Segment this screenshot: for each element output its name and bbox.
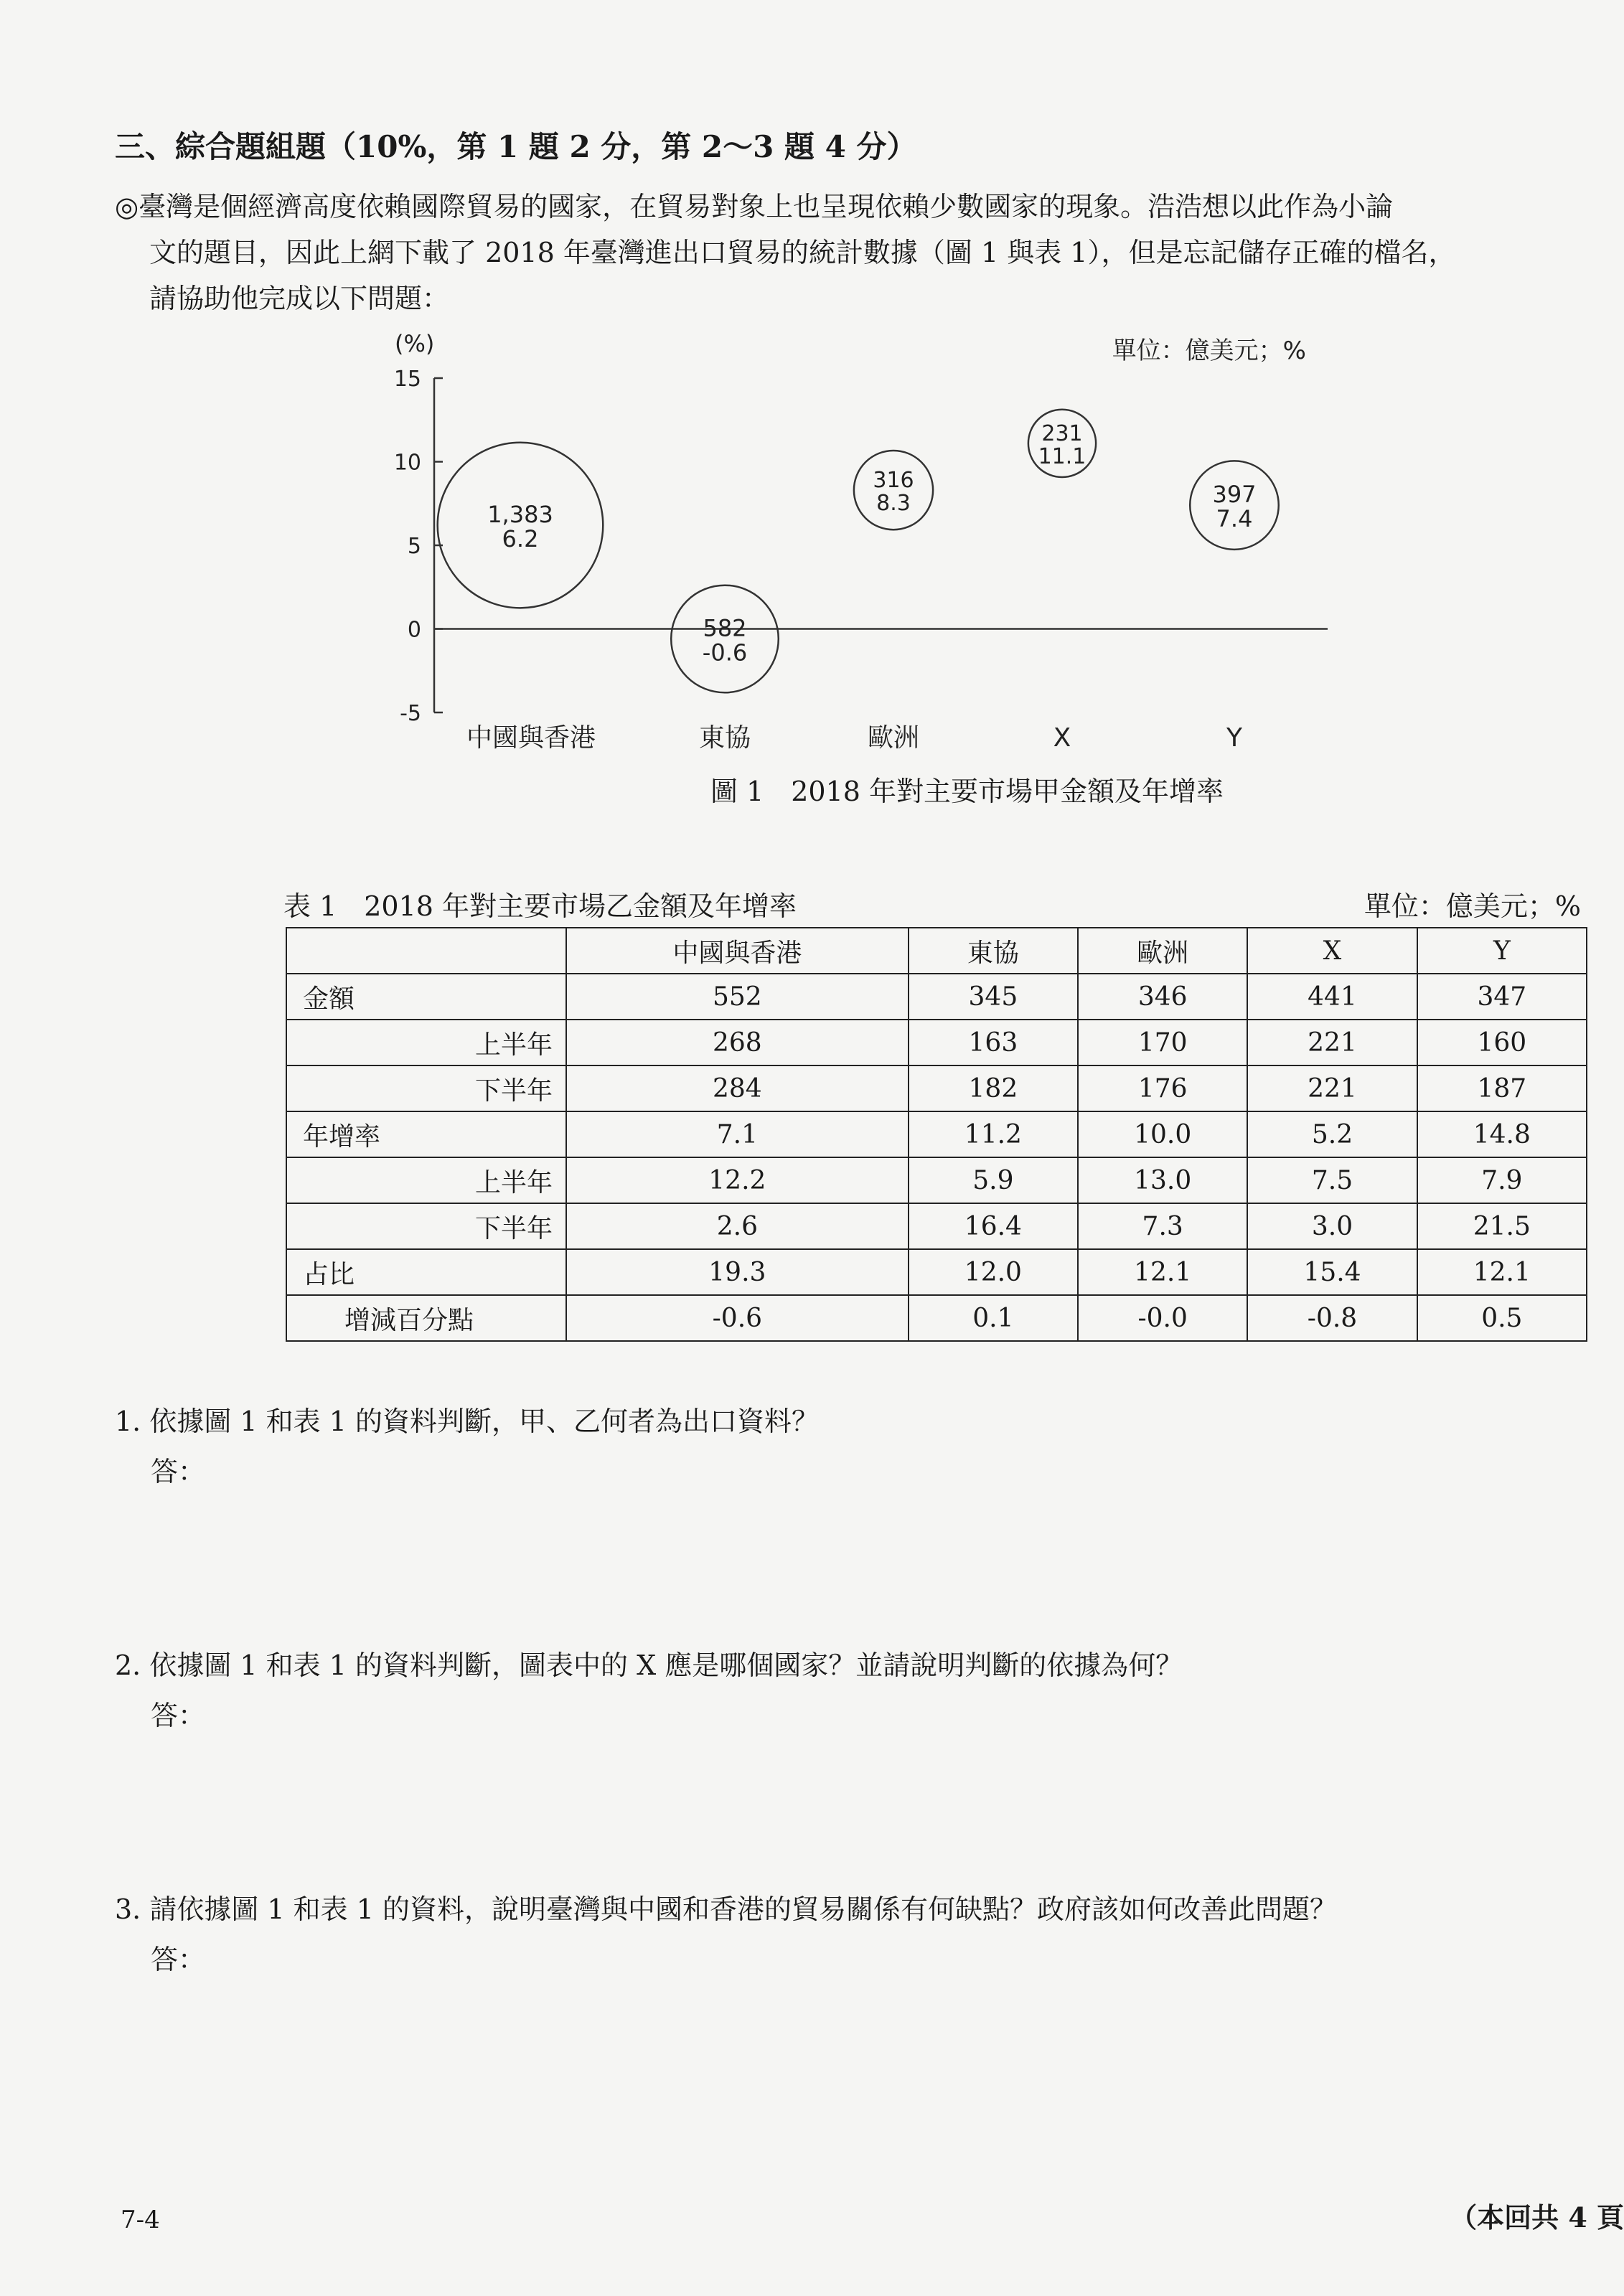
- table-cell: 21.5: [1417, 1203, 1587, 1249]
- table-cell: 12.0: [909, 1249, 1078, 1295]
- table-cell: 12.1: [1078, 1249, 1247, 1295]
- table-column-header: X: [1247, 928, 1417, 974]
- table-cell: 170: [1078, 1020, 1247, 1065]
- table-cell: 13.0: [1078, 1157, 1247, 1203]
- table-cell: 14.8: [1417, 1111, 1587, 1157]
- row-label: 占比: [286, 1249, 566, 1295]
- bubble-amount-label: 231: [1041, 420, 1083, 446]
- category-label: X: [1053, 723, 1071, 753]
- table-cell: 160: [1417, 1020, 1587, 1065]
- bubble-chart: [301, 323, 1349, 775]
- bubble-growth-label: 6.2: [502, 525, 539, 553]
- y-tick-label: 5: [407, 534, 421, 559]
- table-column-header: Y: [1417, 928, 1587, 974]
- intro-line: 請協助他完成以下問題：: [149, 283, 450, 314]
- y-tick-label: -5: [400, 701, 421, 726]
- answer-label: 答：: [151, 1456, 206, 1487]
- table-column-header: 中國與香港: [566, 928, 909, 974]
- table-cell: 347: [1417, 974, 1587, 1020]
- bubble-amount-label: 397: [1212, 481, 1257, 509]
- chart-unit-label: 單位：億美元；%: [1112, 337, 1306, 365]
- table-row: [286, 1249, 1587, 1295]
- table-cell: 2.6: [566, 1203, 909, 1249]
- table-cell: 176: [1078, 1065, 1247, 1111]
- table-cell: 16.4: [909, 1203, 1078, 1249]
- intro-line: ◎臺灣是個經濟高度依賴國際貿易的國家，在貿易對象上也呈現依賴少數國家的現象。浩浩想以此作為小論: [115, 191, 1394, 222]
- section-title: 三、綜合題組題（10%，第 1 題 2 分，第 2〜3 題 4 分）: [115, 129, 917, 164]
- bubble-growth-label: 7.4: [1216, 505, 1253, 533]
- table-cell: 7.1: [566, 1111, 909, 1157]
- question-1: 1. 依據圖 1 和表 1 的資料判斷，甲、乙何者為出口資料？: [115, 1406, 820, 1437]
- table-cell: -0.0: [1078, 1295, 1247, 1341]
- row-label: 上半年: [286, 1020, 566, 1065]
- table-cell: 19.3: [566, 1249, 909, 1295]
- intro-line: 文的題目，因此上網下載了 2018 年臺灣進出口貿易的統計數據（圖 1 與表 1），但是忘記儲存正確的檔名，: [149, 237, 1456, 268]
- table-header-row: [286, 928, 1587, 974]
- table-cell: 345: [909, 974, 1078, 1020]
- bubble-growth-label: 8.3: [876, 491, 911, 517]
- table-cell: -0.8: [1247, 1295, 1417, 1341]
- row-label: 金額: [286, 974, 566, 1020]
- row-label: 增減百分點: [286, 1295, 566, 1341]
- bubble-growth-label: 11.1: [1038, 443, 1086, 469]
- table-row: [286, 1157, 1587, 1203]
- y-tick-label: 0: [407, 617, 421, 643]
- bubble-amount-label: 582: [703, 614, 747, 642]
- table-cell: 12.1: [1417, 1249, 1587, 1295]
- table-cell: 5.2: [1247, 1111, 1417, 1157]
- table-cell: 187: [1417, 1065, 1587, 1111]
- table-cell: 5.9: [909, 1157, 1078, 1203]
- table-unit-label: 單位：億美元；%: [1363, 890, 1581, 922]
- table-cell: 0.1: [909, 1295, 1078, 1341]
- table-row: [286, 1020, 1587, 1065]
- row-label: 下半年: [286, 1203, 566, 1249]
- question-3: 3. 請依據圖 1 和表 1 的資料，說明臺灣與中國和香港的貿易關係有何缺點？政府該如何改善此問題？: [115, 1893, 1338, 1925]
- table-column-header: 歐洲: [1078, 928, 1247, 974]
- table-column-header: 東協: [909, 928, 1078, 974]
- category-label: 中國與香港: [466, 723, 596, 753]
- bubble-growth-label: -0.6: [702, 639, 748, 667]
- answer-label: 答：: [151, 1700, 206, 1731]
- answer-label: 答：: [151, 1944, 206, 1975]
- trade-table: [286, 927, 1587, 1342]
- page-number: 7-4: [121, 2206, 160, 2234]
- table-cell: 3.0: [1247, 1203, 1417, 1249]
- table-cell: 441: [1247, 974, 1417, 1020]
- question-2: 2. 依據圖 1 和表 1 的資料判斷，圖表中的 X 應是哪個國家？並請說明判斷的依據為何？: [115, 1650, 1183, 1681]
- table-cell: 11.2: [909, 1111, 1078, 1157]
- table-cell: 10.0: [1078, 1111, 1247, 1157]
- table-cell: 552: [566, 974, 909, 1020]
- y-tick-label: 15: [393, 367, 421, 392]
- total-pages-note: （本回共 4 頁: [1450, 2201, 1624, 2234]
- category-label: 歐洲: [867, 723, 920, 753]
- row-label: 上半年: [286, 1157, 566, 1203]
- y-tick-label: 10: [393, 450, 421, 476]
- row-label: 下半年: [286, 1065, 566, 1111]
- table-cell: 221: [1247, 1020, 1417, 1065]
- table-cell: 0.5: [1417, 1295, 1587, 1341]
- table-cell: -0.6: [566, 1295, 909, 1341]
- category-label: 東協: [698, 723, 751, 753]
- table-cell: 221: [1247, 1065, 1417, 1111]
- table-cell: 346: [1078, 974, 1247, 1020]
- intro-paragraph: [115, 184, 1579, 321]
- table-cell: 7.9: [1417, 1157, 1587, 1203]
- table-row: [286, 1295, 1587, 1341]
- row-label: 年增率: [286, 1111, 566, 1157]
- table-row: [286, 1203, 1587, 1249]
- table-cell: 182: [909, 1065, 1078, 1111]
- table-cell: 268: [566, 1020, 909, 1065]
- table-row: [286, 1111, 1587, 1157]
- table-cell: 7.3: [1078, 1203, 1247, 1249]
- category-label: Y: [1226, 723, 1242, 753]
- table-corner-cell: [286, 928, 566, 974]
- table-cell: 15.4: [1247, 1249, 1417, 1295]
- table-caption: 表 1 2018 年對主要市場乙金額及年增率: [283, 890, 797, 922]
- table-cell: 163: [909, 1020, 1078, 1065]
- table-cell: 284: [566, 1065, 909, 1111]
- table-row: [286, 1065, 1587, 1111]
- table-cell: 7.5: [1247, 1157, 1417, 1203]
- bubble-amount-label: 316: [873, 468, 914, 494]
- bubble-amount-label: 1,383: [487, 501, 553, 529]
- y-axis-label: (%): [395, 330, 435, 357]
- table-cell: 12.2: [566, 1157, 909, 1203]
- table-row: [286, 974, 1587, 1020]
- figure-caption: 圖 1 2018 年對主要市場甲金額及年增率: [710, 776, 1224, 807]
